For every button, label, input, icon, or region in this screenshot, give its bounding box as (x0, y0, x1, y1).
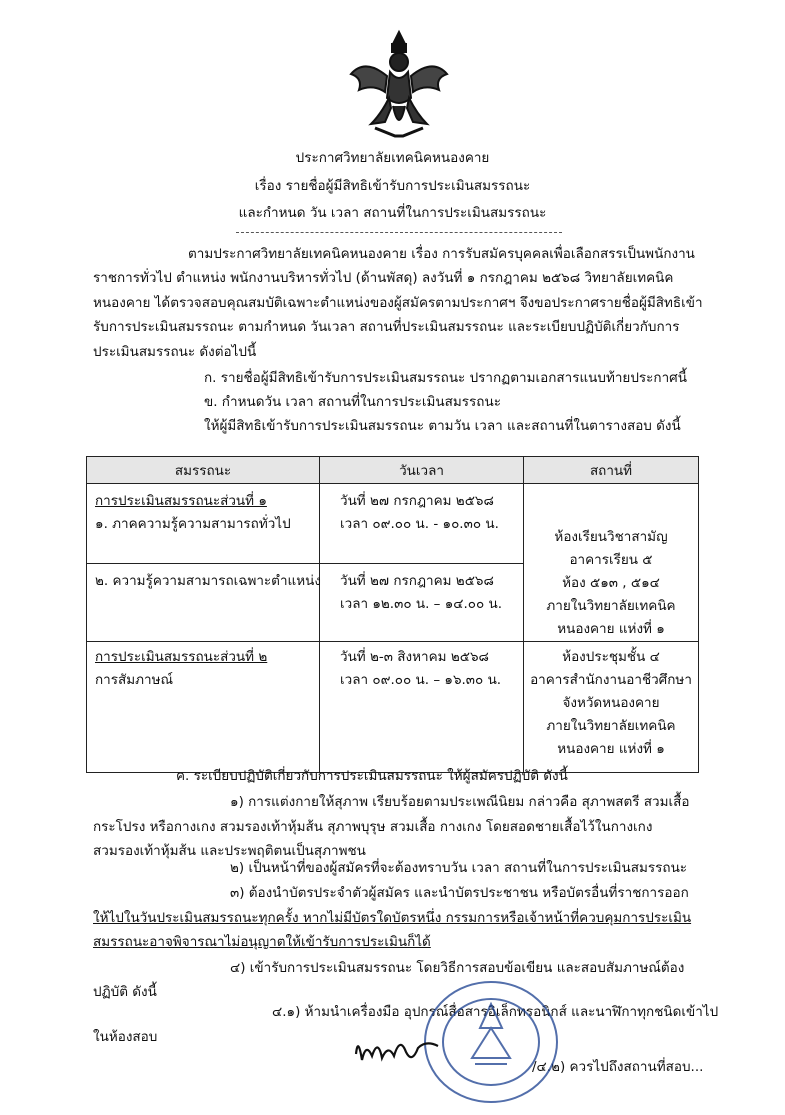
section-label: การประเมินสมรรถนะส่วนที่ ๒ (95, 649, 268, 665)
section-label: การประเมินสมรรถนะส่วนที่ ๑ (95, 493, 267, 509)
date-text: วันที่ ๒๗ กรกฎาคม ๒๕๖๘ (340, 493, 494, 509)
schedule-intro: ให้ผู้มีสิทธิเข้ารับการประเมินสมรรถนะ ตามวัน เวลา และสถานที่ในตารางสอบ ดังนี้ (204, 418, 681, 434)
item-c: ค. ระเบียบปฏิบัติเกี่ยวกับการประเมินสมรรถนะ ให้ผู้สมัครปฏิบัติ ดังนี้ (176, 768, 568, 784)
venue-line: หนองคาย แห่งที่ ๑ (557, 621, 665, 637)
body-line: ตามประกาศวิทยาลัยเทคนิคหนองคาย เรื่อง การรับสมัครบุคคลเพื่อเลือกสรรเป็นพนักงาน (188, 246, 695, 262)
item-b: ข. กำหนดวัน เวลา สถานที่ในการประเมินสมรรถนะ (204, 394, 501, 410)
announcement-subject: เรื่อง รายชื่อผู้มีสิทธิเข้ารับการประเมินสมรรถนะ (254, 178, 531, 194)
date-text: วันที่ ๒๗ กรกฎาคม ๒๕๖๘ (340, 573, 494, 590)
announcement-subject-cont: และกำหนด วัน เวลา สถานที่ในการประเมินสมรรถนะ (238, 205, 547, 221)
signature (352, 1030, 442, 1070)
rule-line: กระโปรง หรือกางเกง สวมรองเท้าหุ้มส้น สุภาพบุรุษ สวมเสื้อ กางเกง โดยสอดชายเสื้อไว้ในกางเกง (93, 819, 653, 835)
body-line: ประเมินสมรรถนะ ดังต่อไปนี้ (93, 344, 257, 360)
rule-line: ให้ไปในวันประเมินสมรรถนะทุกครั้ง หากไม่มีบัตรใดบัตรหนึ่ง กรรมการหรือเจ้าหน้าที่ควบคุมการประเมิน (93, 910, 692, 926)
table-header-row (87, 457, 699, 484)
topic-label: การสัมภาษณ์ (95, 672, 174, 688)
rule-line: ๔.๑) ห้ามนำเครื่องมือ อุปกรณ์สื่อสารอิเล็กทรอนิกส์ และนาฬิกาทุกชนิดเข้าไป (272, 1004, 719, 1020)
date-text: วันที่ ๒-๓ สิงหาคม ๒๕๖๘ (340, 649, 489, 665)
garuda-emblem-icon (345, 28, 453, 140)
table-row (87, 642, 699, 773)
venue-line: ภายในวิทยาลัยเทคนิค (546, 598, 676, 614)
divider (236, 232, 562, 233)
venue-line: อาคารเรียน ๕ (569, 552, 653, 568)
venue-line: หนองคาย แห่งที่ ๑ (557, 741, 665, 757)
column-header: วันเวลา (320, 457, 524, 484)
item-a: ก. รายชื่อผู้มีสิทธิเข้ารับการประเมินสมรรถนะ ปรากฏตามเอกสารแนบท้ายประกาศนี้ (204, 370, 687, 386)
rule-line: สมรรถนะอาจพิจารณาไม่อนุญาตให้เข้ารับการประเมินก็ได้ (93, 934, 431, 950)
table-row (87, 484, 699, 564)
rule-line: ๔) เข้ารับการประเมินสมรรถนะ โดยวิธีการสอบข้อเขียน และสอบสัมภาษณ์ต้อง (230, 960, 685, 976)
venue-line: จังหวัดหนองคาย (562, 695, 660, 711)
column-header: สมรรถนะ (87, 457, 320, 484)
venue-line: อาคารสำนักงานอาชีวศึกษา (530, 672, 692, 688)
time-text: เวลา ๐๙.๐๐ น. - ๑๐.๓๐ น. (340, 516, 499, 532)
continuation-text: /๔.๒) ควรไปถึงสถานที่สอบ... (532, 1059, 704, 1075)
schedule-table (86, 456, 699, 773)
body-line: รับการประเมินสมรรถนะ ตามกำหนด วันเวลา สถานที่ประเมินสมรรถนะ และระเบียบปฏิบัติเกี่ยวกับการ (93, 319, 680, 335)
venue-line: ภายในวิทยาลัยเทคนิค (546, 718, 676, 734)
time-text: เวลา ๑๒.๓๐ น. – ๑๔.๐๐ น. (340, 596, 503, 613)
rule-line: สวมรองเท้าหุ้มส้น และประพฤติตนเป็นสุภาพชน (93, 843, 366, 859)
time-text: เวลา ๐๙.๐๐ น. – ๑๖.๓๐ น. (340, 672, 502, 688)
venue-line: ห้อง ๕๑๓ , ๕๑๔ (562, 575, 660, 591)
rule-line: ในห้องสอบ (93, 1029, 158, 1045)
venue-line: ห้องประชุมชั้น ๔ (562, 649, 660, 665)
announcement-title: ประกาศวิทยาลัยเทคนิคหนองคาย (295, 150, 490, 166)
rule-line: ปฏิบัติ ดังนี้ (93, 984, 157, 1000)
body-line: ราชการทั่วไป ตำแหน่ง พนักงานบริหารทั่วไป (ด้านพัสดุ) ลงวันที่ ๑ กรกฎาคม ๒๕๖๘ วิทยาลัยเทคนิค (93, 270, 674, 286)
topic-label: ๒. ความรู้ความสามารถเฉพาะตำแหน่ง (95, 573, 321, 590)
venue-line: ห้องเรียนวิชาสามัญ (554, 529, 668, 545)
rule-line: ๑) การแต่งกายให้สุภาพ เรียบร้อยตามประเพณีนิยม กล่าวคือ สุภาพสตรี สวมเสื้อ (230, 794, 690, 810)
rule-line: ๒) เป็นหน้าที่ของผู้สมัครที่จะต้องทราบวัน เวลา สถานที่ในการประเมินสมรรถนะ (230, 860, 688, 876)
rule-line: ๓) ต้องนำบัตรประจำตัวผู้สมัคร และนำบัตรประชาชน หรือบัตรอื่นที่ราชการออก (230, 885, 689, 901)
topic-label: ๑. ภาคความรู้ความสามารถทั่วไป (95, 516, 291, 532)
column-header: สถานที่ (524, 457, 699, 484)
body-line: หนองคาย ได้ตรวจสอบคุณสมบัติเฉพาะตำแหน่งของผู้สมัครตามประกาศฯ จึงขอประกาศรายชื่อผู้มีสิทธิเข้า (93, 295, 703, 311)
